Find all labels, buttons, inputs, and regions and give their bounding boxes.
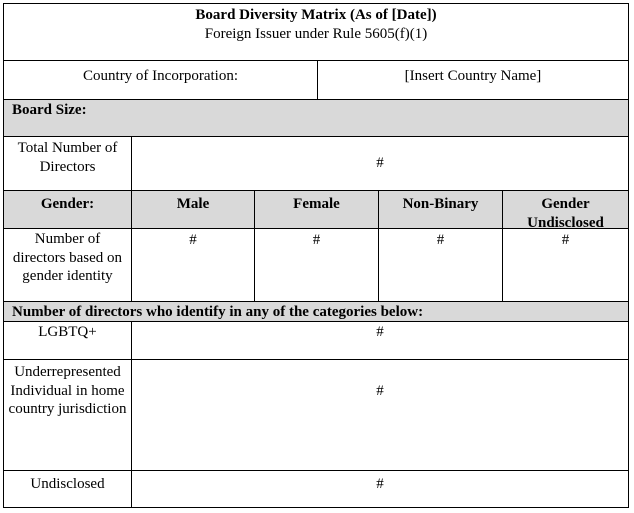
matrix-subtitle: Foreign Issuer under Rule 5605(f)(1)	[204, 25, 428, 42]
gender-col-male: Male	[131, 190, 255, 229]
board-size-heading: Board Size:	[3, 99, 629, 137]
gender-value-male: #	[131, 228, 255, 302]
category-label-lgbtq: LGBTQ+	[3, 321, 132, 360]
category-label-undisclosed: Undisclosed	[3, 470, 132, 508]
gender-value-undisclosed: #	[502, 228, 629, 302]
country-label: Country of Incorporation:	[3, 60, 318, 100]
gender-col-undisclosed: Gender Undisclosed	[502, 190, 629, 229]
total-directors-label: Total Number of Directors	[3, 136, 132, 191]
gender-value-non-binary: #	[378, 228, 503, 302]
category-value-underrepresented: #	[131, 359, 629, 471]
country-value: [Insert Country Name]	[317, 60, 629, 100]
gender-col-non-binary: Non-Binary	[378, 190, 503, 229]
total-directors-value: #	[131, 136, 629, 191]
matrix-title: Board Diversity Matrix (As of [Date])	[195, 7, 437, 23]
categories-heading: Number of directors who identify in any of the categories below:	[3, 301, 629, 322]
gender-value-female: #	[254, 228, 379, 302]
matrix-header	[3, 3, 629, 61]
category-value-undisclosed: #	[131, 470, 629, 508]
gender-row-label: Number of directors based on gender identity	[3, 228, 132, 302]
board-diversity-matrix	[3, 3, 629, 508]
gender-heading: Gender:	[3, 190, 132, 229]
gender-col-female: Female	[254, 190, 379, 229]
category-value-lgbtq: #	[131, 321, 629, 360]
category-label-underrepresented: Underrepresented Individual in home country jurisdiction	[3, 359, 132, 471]
